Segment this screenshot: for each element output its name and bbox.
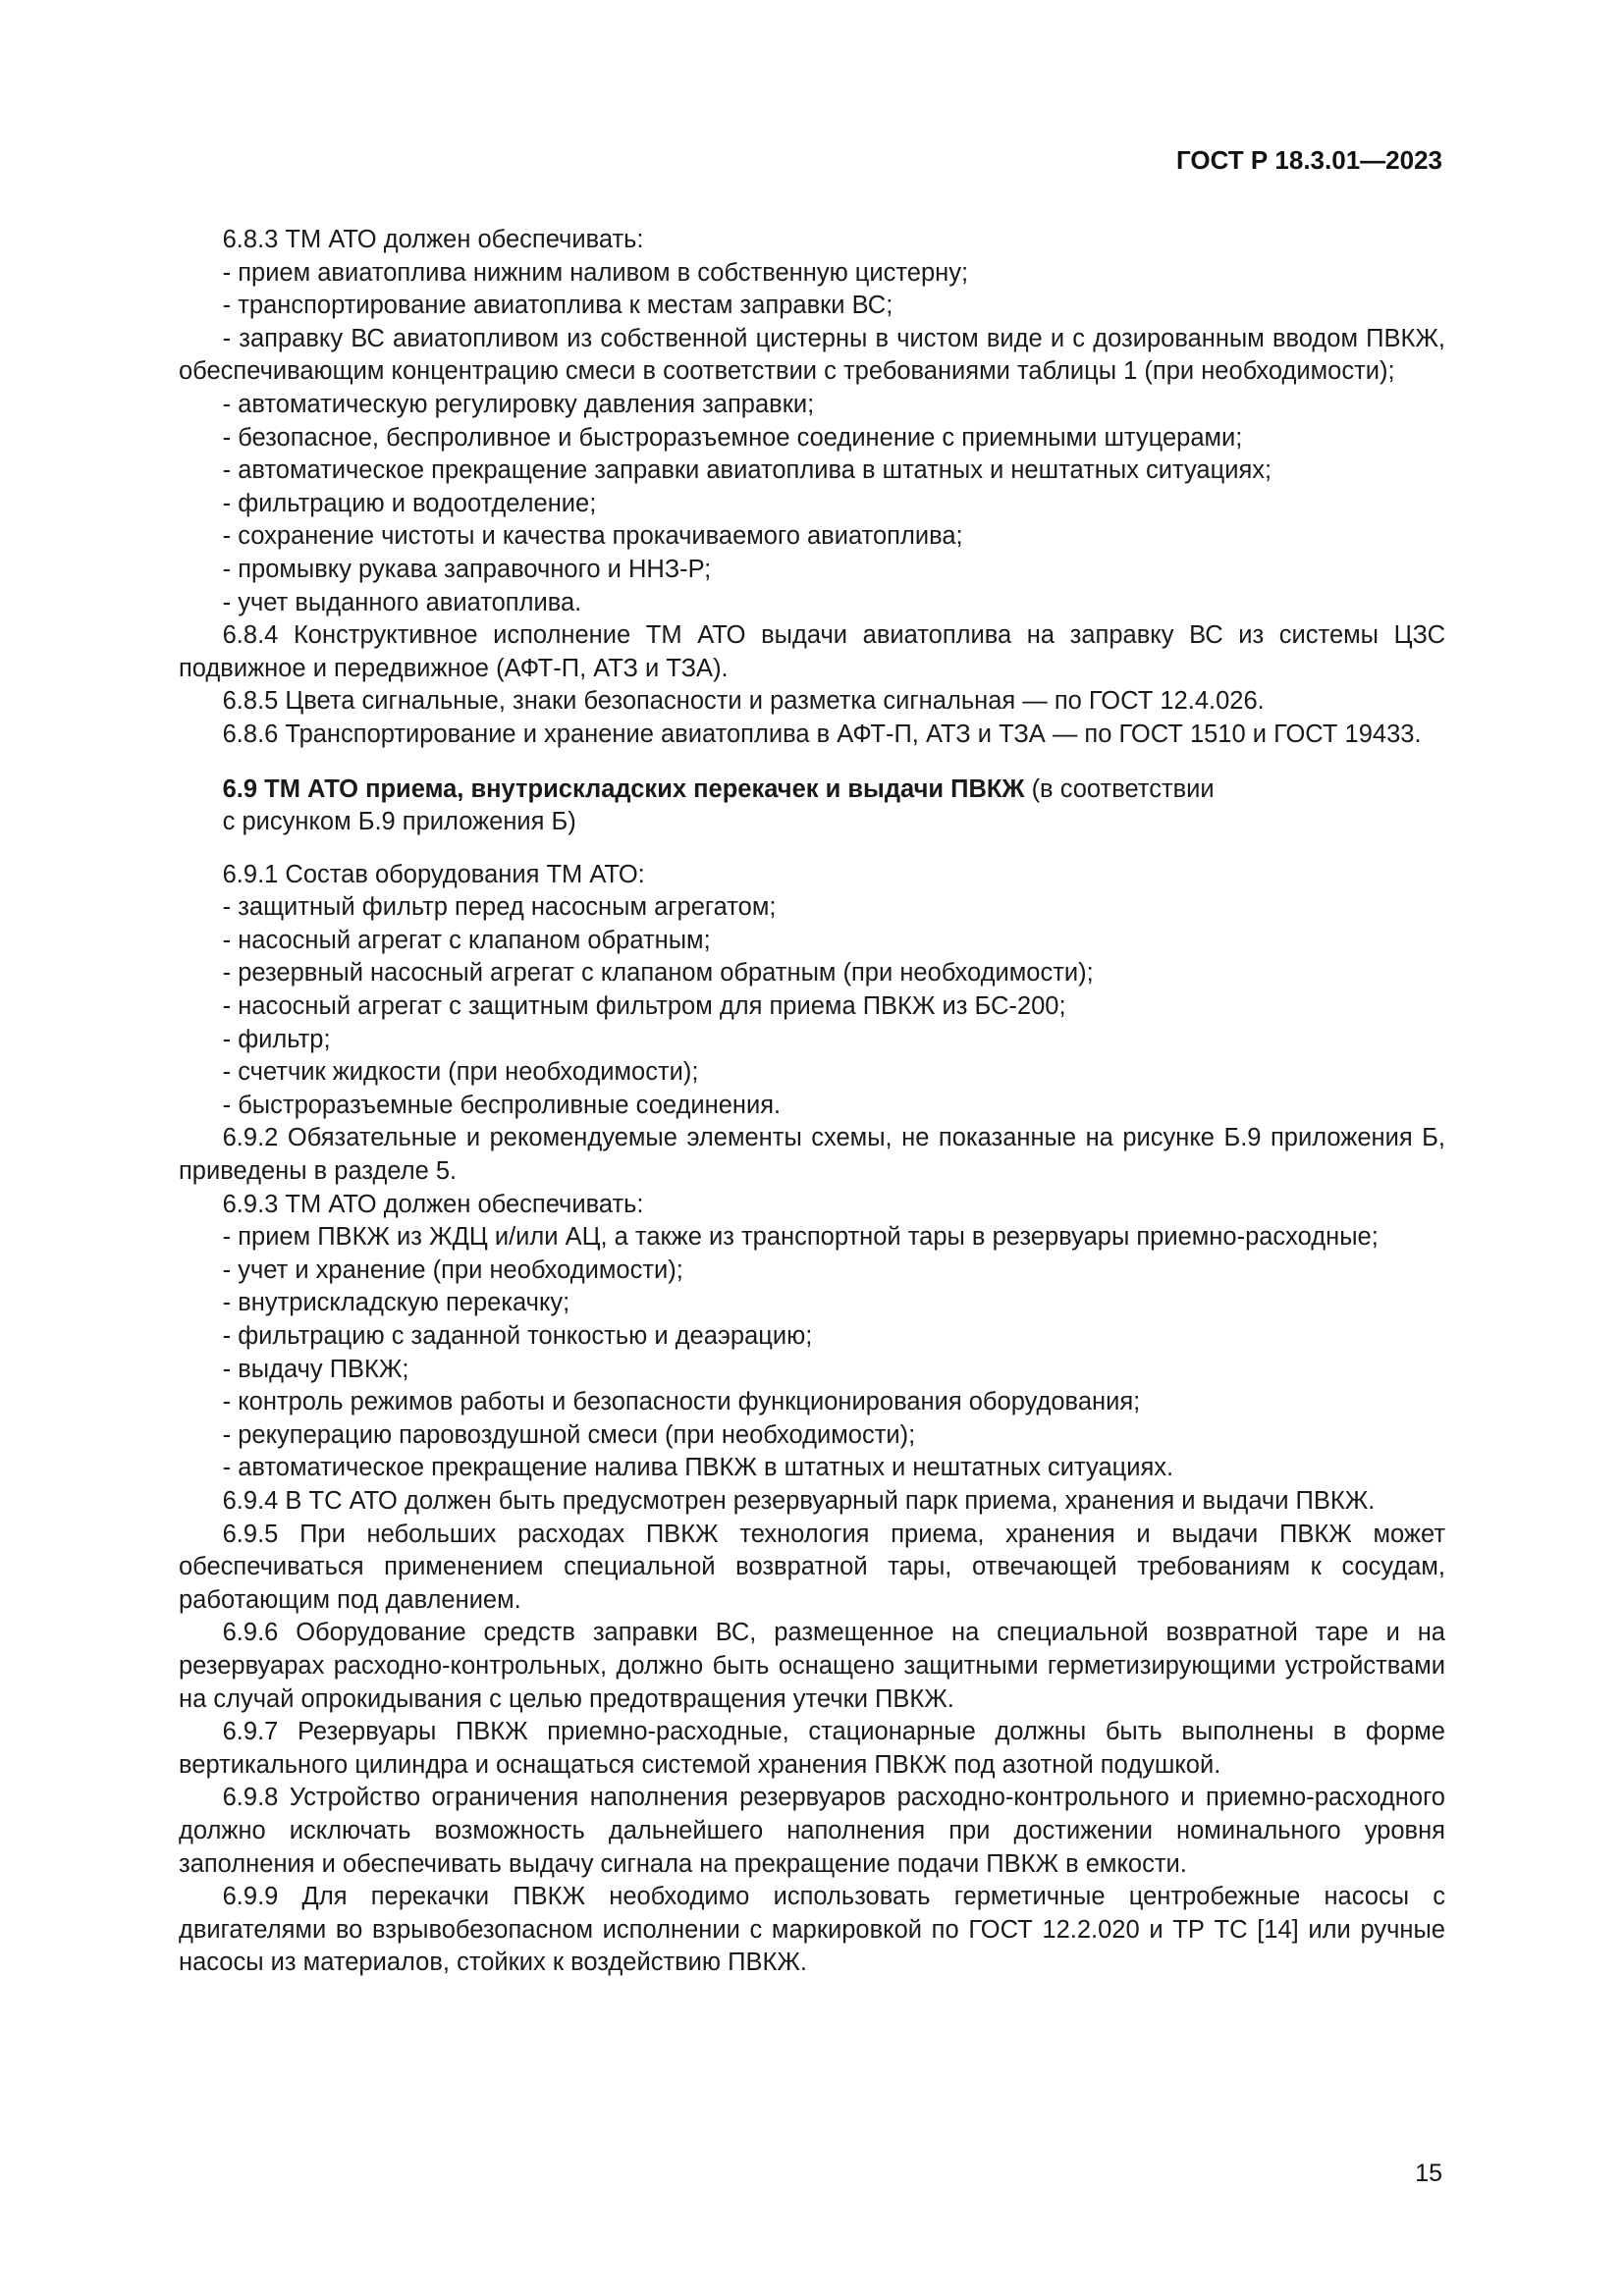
list-item: - учет выданного авиатоплива. [222, 588, 582, 616]
section-heading-rest: (в соответствии [1024, 774, 1215, 803]
clause-6-8-6: 6.8.6 Транспортирование и хранение авиатоплива в АФТ-П, АТЗ и ТЗА — по ГОСТ 1510 и ГОСТ 19433. [222, 720, 1422, 748]
list-item: - учет и хранение (при необходимости); [222, 1255, 683, 1284]
clause-6-9-2: 6.9.2 Обязательные и рекомендуемые элементы схемы, не показанные на рисунке Б.9 приложения Б, приведены в разделе 5. [179, 1124, 1445, 1186]
document-body [179, 224, 1445, 1980]
list-item: - насосный агрегат с защитным фильтром для приема ПВКЖ из БС-200; [222, 992, 1066, 1021]
list-item: - рекуперацию паровоздушной смеси (при необходимости); [222, 1420, 916, 1449]
clause-6-8-3: 6.8.3 ТМ АТО должен обеспечивать: [222, 226, 644, 253]
list-item: - автоматическое прекращение заправки авиатоплива в штатных и нештатных ситуациях; [222, 456, 1272, 485]
page-number: 15 [1415, 2160, 1442, 2187]
section-heading-6-9 [179, 774, 1445, 807]
list-item: - фильтрацию и водоотделение; [222, 489, 597, 517]
list-item: - резервный насосный агрегат с клапаном обратным (при необходимости); [222, 959, 1094, 988]
list-item: - быстроразъемные беспроливные соединения. [222, 1091, 782, 1119]
list-item: - прием ПВКЖ из ЖДЦ и/или АЦ, а также из транспортной тары в резервуары приемно-расходные; [222, 1223, 1379, 1252]
list-item: - контроль режимов работы и безопасности функционирования оборудования; [222, 1388, 1141, 1416]
section-heading-line2: с рисунком Б.9 приложения Б) [222, 808, 576, 836]
list-item: - внутрискладскую перекачку; [222, 1289, 570, 1317]
clause-6-9-4: 6.9.4 В ТС АТО должен быть предусмотрен резервуарный парк приема, хранения и выдачи ПВКЖ. [222, 1486, 1376, 1515]
list-item: - сохранение чистоты и качества прокачиваемого авиатоплива; [222, 522, 963, 551]
list-item: - автоматическое прекращение налива ПВКЖ в штатных и нештатных ситуациях. [222, 1454, 1174, 1482]
list-item: - фильтр; [222, 1025, 331, 1053]
clause-6-9-3: 6.9.3 ТМ АТО должен обеспечивать: [222, 1190, 644, 1218]
list-item: - автоматическую регулировку давления заправки; [222, 390, 815, 418]
clause-6-9-7: 6.9.7 Резервуары ПВКЖ приемно-расходные, стационарные должны быть выполнены в форме вертикального цилиндра и оснащаться системой хранения ПВКЖ под азотной подушкой. [179, 1718, 1445, 1779]
document-number-header: ГОСТ Р 18.3.01—2023 [1175, 145, 1442, 175]
clause-6-9-1: 6.9.1 Состав оборудования ТМ АТО: [222, 860, 645, 888]
clause-6-9-8: 6.9.8 Устройство ограничения наполнения резервуаров расходно-контрольного и приемно-расходного должно исключать возможность дальнейшего наполнения при достижении номинального уровня заполнения и обеспечивать выдачу сигнала на прекращение подачи ПВКЖ в емкости. [179, 1784, 1445, 1878]
list-item: - безопасное, беспроливное и быстроразъемное соединение с приемными штуцерами; [222, 423, 1243, 452]
list-item: - транспортирование авиатоплива к местам заправки ВС; [222, 292, 893, 320]
section-heading-bold: 6.9 ТМ АТО приема, внутрискладских перекачек и выдачи ПВКЖ [222, 774, 1025, 803]
clause-6-8-5: 6.8.5 Цвета сигнальные, знаки безопасности и разметка сигнальная — по ГОСТ 12.4.026. [222, 687, 1265, 716]
list-item: - прием авиатоплива нижним наливом в собственную цистерну; [222, 258, 969, 287]
list-item: - промывку рукава заправочного и ННЗ-Р; [222, 555, 712, 583]
list-item: - фильтрацию с заданной тонкостью и деаэрацию; [222, 1322, 813, 1350]
list-item: - счетчик жидкости (при необходимости); [222, 1058, 699, 1087]
list-item: - защитный фильтр перед насосным агрегатом; [222, 893, 777, 922]
clause-6-9-5: 6.9.5 При небольших расходах ПВКЖ технология приема, хранения и выдачи ПВКЖ может обеспечиваться применением специальной возвратной тары, отвечающей требованиям к сосудам, работающим под давлением. [179, 1520, 1445, 1614]
clause-6-9-9: 6.9.9 Для перекачки ПВКЖ необходимо использовать герметичные центробежные насосы с двигателями во взрывобезопасном исполнении с маркировкой по ГОСТ 12.2.020 и ТР ТС [14] или ручные насосы из материалов, стойких к воздействию ПВКЖ. [179, 1883, 1445, 1977]
list-item: - заправку ВС авиатопливом из собственной цистерны в чистом виде и с дозированным вводом ПВКЖ, обеспечивающим концентрацию смеси в соответствии с требованиями таблицы 1 (при необходимости); [179, 324, 1445, 386]
clause-6-9-6: 6.9.6 Оборудование средств заправки ВС, размещенное на специальной возвратной таре и на резервуарах расходно-контрольных, должно быть оснащено защитными герметизирующими устройствами на случай опрокидывания с целью предотвращения утечки ПВКЖ. [179, 1619, 1445, 1713]
clause-6-8-4: 6.8.4 Конструктивное исполнение ТМ АТО выдачи авиатоплива на заправку ВС из системы ЦЗС подвижное и передвижное (АФТ-П, АТЗ и ТЗА). [179, 621, 1445, 682]
list-item: - насосный агрегат с клапаном обратным; [222, 926, 711, 954]
list-item: - выдачу ПВКЖ; [222, 1355, 409, 1383]
